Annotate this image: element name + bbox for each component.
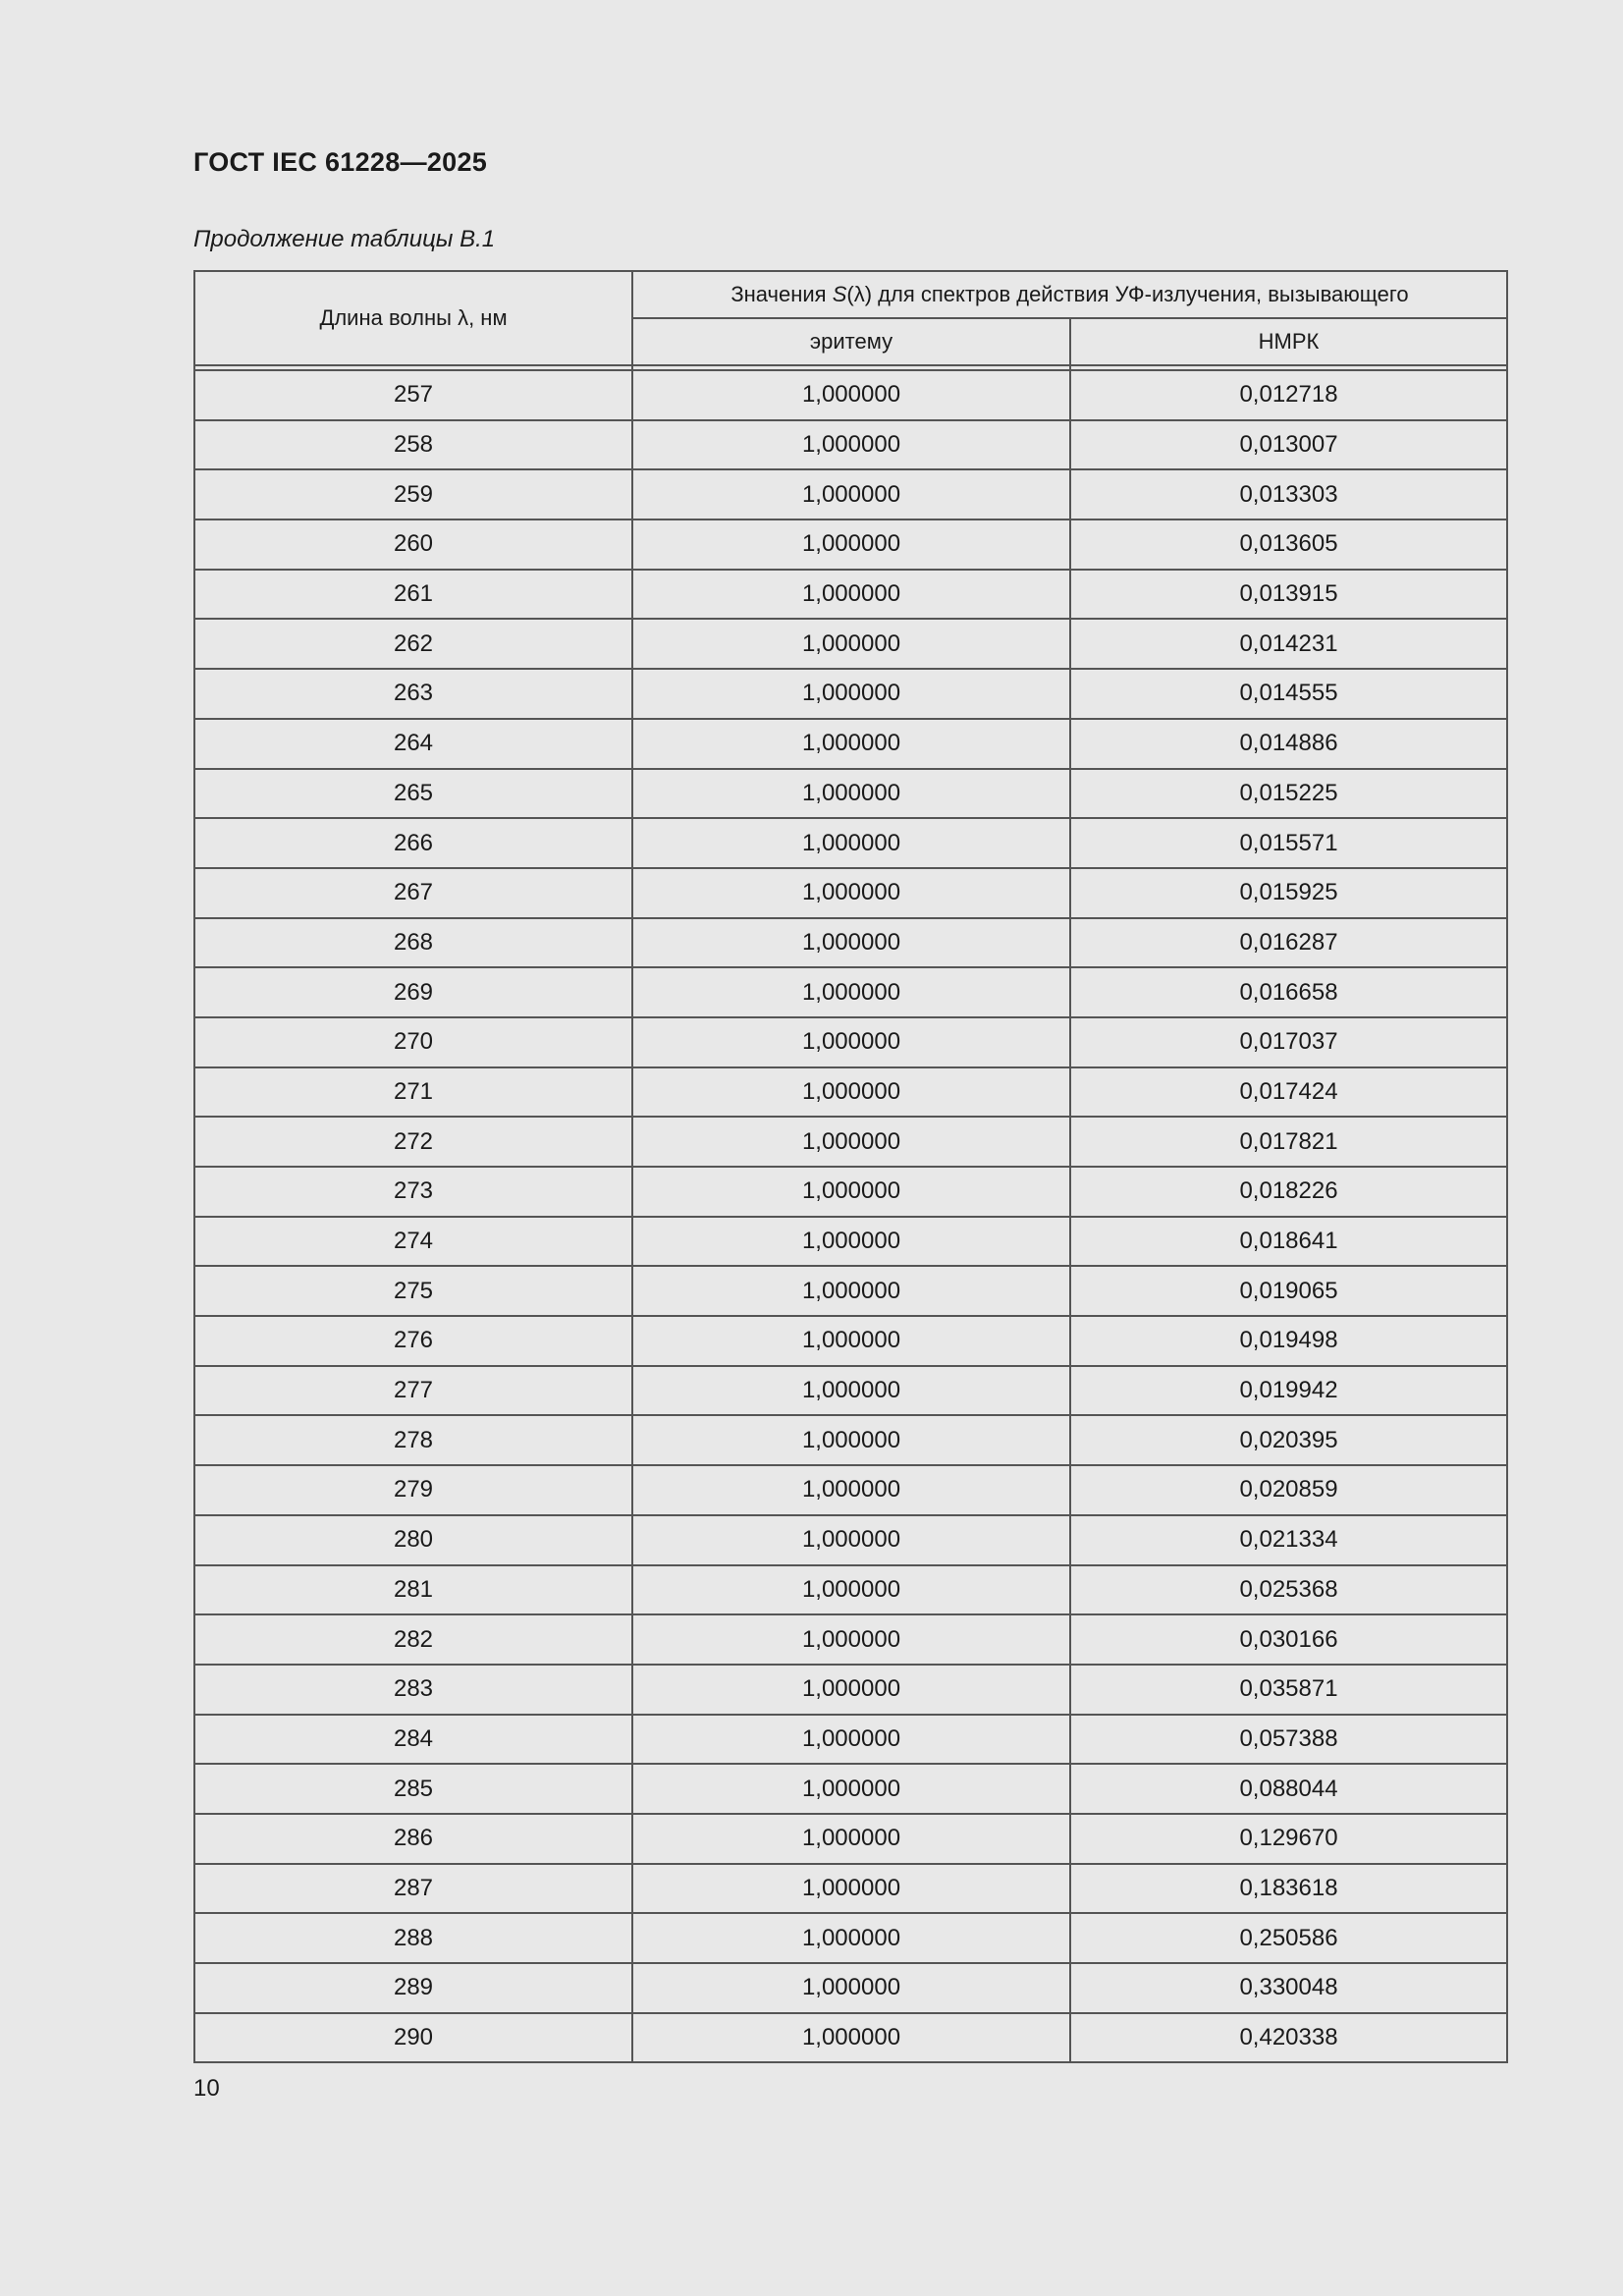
cell-erythema: 1,000000 (632, 2013, 1070, 2063)
cell-wavelength: 266 (194, 818, 632, 868)
cell-wavelength: 267 (194, 868, 632, 918)
cell-erythema: 1,000000 (632, 719, 1070, 769)
cell-nmsc: 0,013303 (1070, 469, 1507, 519)
cell-nmsc: 0,021334 (1070, 1515, 1507, 1565)
cell-erythema: 1,000000 (632, 1266, 1070, 1316)
table-row (194, 1565, 1507, 1615)
cell-nmsc: 0,015571 (1070, 818, 1507, 868)
cell-erythema: 1,000000 (632, 1665, 1070, 1715)
page-number: 10 (193, 2075, 220, 2102)
cell-wavelength: 273 (194, 1167, 632, 1217)
table-row (194, 1614, 1507, 1665)
table-row (194, 370, 1507, 420)
table-row (194, 769, 1507, 819)
table-row (194, 1515, 1507, 1565)
header-values-suffix: (λ) для спектров действия УФ-излучения, вызывающего (846, 282, 1409, 306)
cell-nmsc: 0,014555 (1070, 669, 1507, 719)
cell-nmsc: 0,035871 (1070, 1665, 1507, 1715)
cell-nmsc: 0,018641 (1070, 1217, 1507, 1267)
cell-wavelength: 259 (194, 469, 632, 519)
cell-nmsc: 0,018226 (1070, 1167, 1507, 1217)
cell-erythema: 1,000000 (632, 669, 1070, 719)
cell-erythema: 1,000000 (632, 1415, 1070, 1465)
table-row (194, 570, 1507, 620)
cell-wavelength: 285 (194, 1764, 632, 1814)
table-row (194, 1266, 1507, 1316)
cell-wavelength: 276 (194, 1316, 632, 1366)
cell-erythema: 1,000000 (632, 918, 1070, 968)
table-row (194, 619, 1507, 669)
cell-nmsc: 0,057388 (1070, 1715, 1507, 1765)
header-values-prefix: Значения (730, 282, 833, 306)
table-row (194, 1117, 1507, 1167)
cell-nmsc: 0,019498 (1070, 1316, 1507, 1366)
table-row (194, 1963, 1507, 2013)
cell-nmsc: 0,019942 (1070, 1366, 1507, 1416)
cell-nmsc: 0,013605 (1070, 519, 1507, 570)
cell-wavelength: 278 (194, 1415, 632, 1465)
cell-nmsc: 0,017821 (1070, 1117, 1507, 1167)
cell-wavelength: 286 (194, 1814, 632, 1864)
cell-nmsc: 0,015225 (1070, 769, 1507, 819)
cell-nmsc: 0,129670 (1070, 1814, 1507, 1864)
cell-nmsc: 0,330048 (1070, 1963, 1507, 2013)
cell-wavelength: 290 (194, 2013, 632, 2063)
cell-wavelength: 272 (194, 1117, 632, 1167)
table-row (194, 1316, 1507, 1366)
header-erythema: эритему (632, 318, 1070, 365)
table-row (194, 868, 1507, 918)
cell-nmsc: 0,088044 (1070, 1764, 1507, 1814)
table-row (194, 1415, 1507, 1465)
table-row (194, 1067, 1507, 1118)
cell-erythema: 1,000000 (632, 1913, 1070, 1963)
cell-erythema: 1,000000 (632, 769, 1070, 819)
cell-erythema: 1,000000 (632, 1217, 1070, 1267)
table-row (194, 1017, 1507, 1067)
cell-wavelength: 275 (194, 1266, 632, 1316)
cell-wavelength: 288 (194, 1913, 632, 1963)
cell-wavelength: 289 (194, 1963, 632, 2013)
cell-nmsc: 0,183618 (1070, 1864, 1507, 1914)
cell-nmsc: 0,017424 (1070, 1067, 1507, 1118)
cell-wavelength: 280 (194, 1515, 632, 1565)
cell-nmsc: 0,019065 (1070, 1266, 1507, 1316)
table-row (194, 818, 1507, 868)
table-row (194, 1366, 1507, 1416)
cell-wavelength: 261 (194, 570, 632, 620)
cell-erythema: 1,000000 (632, 1366, 1070, 1416)
cell-erythema: 1,000000 (632, 1465, 1070, 1515)
cell-erythema: 1,000000 (632, 619, 1070, 669)
cell-nmsc: 0,014886 (1070, 719, 1507, 769)
cell-wavelength: 268 (194, 918, 632, 968)
cell-erythema: 1,000000 (632, 1565, 1070, 1615)
table-row (194, 1814, 1507, 1864)
cell-nmsc: 0,013915 (1070, 570, 1507, 620)
cell-wavelength: 281 (194, 1565, 632, 1615)
cell-wavelength: 257 (194, 370, 632, 420)
cell-nmsc: 0,014231 (1070, 619, 1507, 669)
cell-wavelength: 282 (194, 1614, 632, 1665)
cell-erythema: 1,000000 (632, 1017, 1070, 1067)
cell-erythema: 1,000000 (632, 1067, 1070, 1118)
table-row (194, 1864, 1507, 1914)
cell-nmsc: 0,030166 (1070, 1614, 1507, 1665)
cell-wavelength: 258 (194, 420, 632, 470)
spectral-values-table (193, 270, 1508, 2063)
table-row (194, 1913, 1507, 1963)
cell-erythema: 1,000000 (632, 519, 1070, 570)
cell-erythema: 1,000000 (632, 1167, 1070, 1217)
cell-erythema: 1,000000 (632, 1715, 1070, 1765)
cell-erythema: 1,000000 (632, 570, 1070, 620)
table-row (194, 967, 1507, 1017)
table-caption: Продолжение таблицы В.1 (193, 226, 496, 252)
table-row (194, 1167, 1507, 1217)
table-row (194, 719, 1507, 769)
cell-erythema: 1,000000 (632, 1117, 1070, 1167)
cell-erythema: 1,000000 (632, 818, 1070, 868)
cell-wavelength: 287 (194, 1864, 632, 1914)
table-row (194, 1465, 1507, 1515)
cell-nmsc: 0,017037 (1070, 1017, 1507, 1067)
cell-nmsc: 0,250586 (1070, 1913, 1507, 1963)
cell-wavelength: 264 (194, 719, 632, 769)
table-row (194, 669, 1507, 719)
cell-wavelength: 274 (194, 1217, 632, 1267)
cell-nmsc: 0,013007 (1070, 420, 1507, 470)
table-row (194, 918, 1507, 968)
cell-wavelength: 263 (194, 669, 632, 719)
cell-wavelength: 265 (194, 769, 632, 819)
cell-wavelength: 269 (194, 967, 632, 1017)
cell-erythema: 1,000000 (632, 370, 1070, 420)
cell-nmsc: 0,012718 (1070, 370, 1507, 420)
cell-erythema: 1,000000 (632, 1316, 1070, 1366)
table-body (194, 370, 1507, 2062)
cell-wavelength: 279 (194, 1465, 632, 1515)
cell-nmsc: 0,015925 (1070, 868, 1507, 918)
cell-wavelength: 260 (194, 519, 632, 570)
cell-nmsc: 0,025368 (1070, 1565, 1507, 1615)
cell-nmsc: 0,020395 (1070, 1415, 1507, 1465)
cell-wavelength: 271 (194, 1067, 632, 1118)
cell-erythema: 1,000000 (632, 1864, 1070, 1914)
cell-erythema: 1,000000 (632, 1764, 1070, 1814)
cell-nmsc: 0,020859 (1070, 1465, 1507, 1515)
table-row (194, 469, 1507, 519)
table-row (194, 420, 1507, 470)
cell-wavelength: 270 (194, 1017, 632, 1067)
cell-erythema: 1,000000 (632, 1614, 1070, 1665)
cell-nmsc: 0,016658 (1070, 967, 1507, 1017)
cell-erythema: 1,000000 (632, 1515, 1070, 1565)
header-nmsc: НМРК (1070, 318, 1507, 365)
cell-nmsc: 0,016287 (1070, 918, 1507, 968)
header-values-symbol: S (832, 282, 847, 306)
cell-erythema: 1,000000 (632, 469, 1070, 519)
cell-wavelength: 283 (194, 1665, 632, 1715)
cell-erythema: 1,000000 (632, 420, 1070, 470)
table-row (194, 1217, 1507, 1267)
table-row (194, 2013, 1507, 2063)
cell-nmsc: 0,420338 (1070, 2013, 1507, 2063)
table-row (194, 1665, 1507, 1715)
table-row (194, 1764, 1507, 1814)
cell-wavelength: 262 (194, 619, 632, 669)
header-wavelength: Длина волны λ, нм (194, 271, 632, 365)
cell-wavelength: 284 (194, 1715, 632, 1765)
cell-wavelength: 277 (194, 1366, 632, 1416)
cell-erythema: 1,000000 (632, 1963, 1070, 2013)
document-code: ГОСТ IEC 61228—2025 (193, 147, 488, 177)
table-row (194, 1715, 1507, 1765)
cell-erythema: 1,000000 (632, 1814, 1070, 1864)
cell-erythema: 1,000000 (632, 868, 1070, 918)
cell-erythema: 1,000000 (632, 967, 1070, 1017)
header-values (632, 271, 1507, 318)
table-row (194, 519, 1507, 570)
